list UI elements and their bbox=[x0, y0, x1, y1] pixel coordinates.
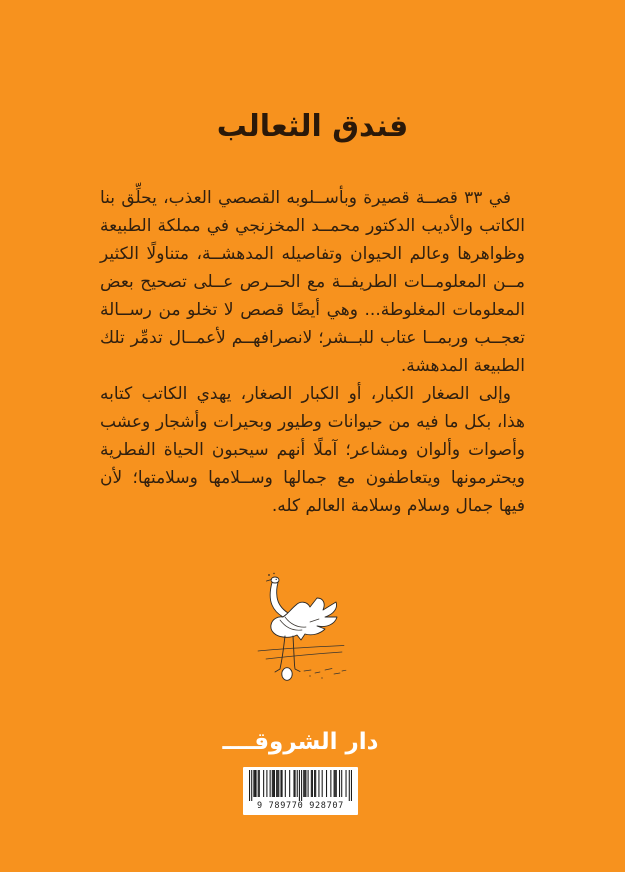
barcode-bars-icon bbox=[249, 770, 352, 801]
synopsis-paragraph-1: في ٣٣ قصــة قصيرة وبأســلوبه القصصي العذب، يحلِّق بنا الكاتب والأديب الدكتور محمــد المخزنجي في مملكة الطبيعة وظواهرها وعالم الحيوان وتفاصيله المدهشــة، متناولًا الكثير مــن المعلومــات الطريفــة مع الحــرص عــلى تصحيح بعض المعلومات المغلوطة... وهي أيضًا قصص لا تخلو من رســالة تعجــب وربمــا عتاب للبــشر؛ لانصرافهــم لأعمــال تدمِّر تلك الطبيعة المدهشة. bbox=[100, 188, 525, 376]
ostrich-neck bbox=[270, 583, 288, 618]
ostrich-eye bbox=[276, 579, 277, 580]
fly-speck bbox=[273, 573, 274, 574]
ground-line bbox=[258, 646, 344, 652]
ostrich-head bbox=[271, 577, 279, 583]
barcode-number: 9 789770 928707 bbox=[257, 801, 344, 811]
book-title: فندق الثعالب bbox=[216, 109, 409, 144]
ground-line bbox=[266, 652, 342, 659]
ostrich-leg bbox=[293, 636, 300, 672]
fly-speck bbox=[268, 574, 270, 576]
publisher-logo: دار الشروقــــ bbox=[222, 729, 379, 755]
ostrich-body bbox=[271, 598, 337, 640]
ground-marks bbox=[304, 669, 346, 675]
ostrich-leg bbox=[275, 636, 285, 672]
ground-dot bbox=[321, 677, 322, 678]
barcode bbox=[243, 767, 358, 815]
ground-dot bbox=[309, 675, 310, 676]
synopsis-text bbox=[100, 184, 525, 520]
ostrich-illustration-icon bbox=[252, 572, 352, 694]
egg bbox=[282, 668, 292, 681]
synopsis-paragraph-2: وإلى الصغار الكبار، أو الكبار الصغار، يهدي الكاتب كتابه هذا، بكل ما فيه من حيوانات وطيور وبحيرات وأشجار وعشب وأصوات وألوان ومشاعر؛ آملًا أنهم سيحبون الحياة الفطرية ويحترمونها ويتعاطفون مع جمالها وســلامها وسلامتها؛ لأن فيها جمال وسلام وسلامة العالم كله. bbox=[100, 384, 525, 516]
